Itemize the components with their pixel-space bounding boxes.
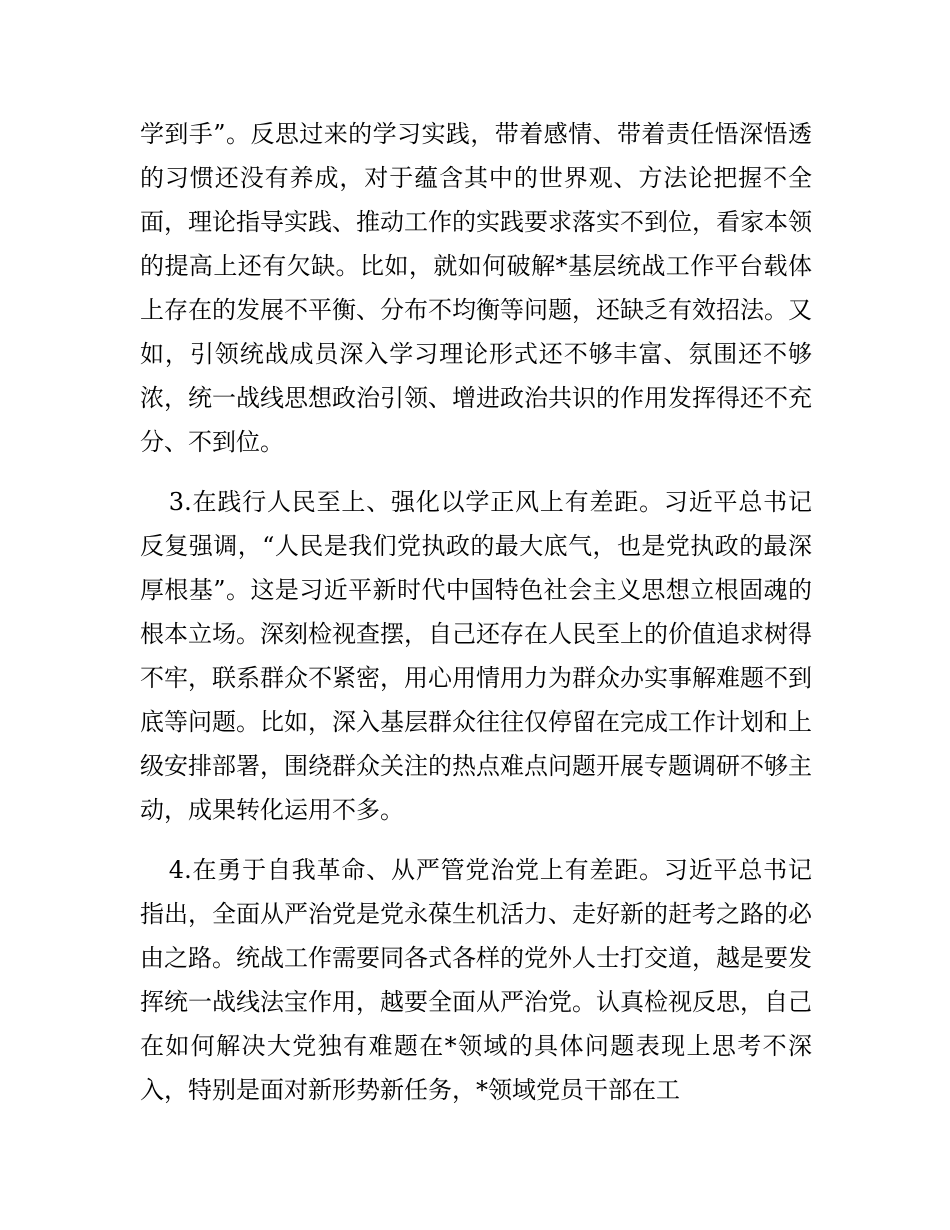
paragraph-continuation: 学到手”。反思过来的学习实践，带着感情、带着责任悟深悟透的习惯还没有养成，对于蕴含其中的世界观、方法论把握不全面，理论指导实践、推动工作的实践要求落实不到位，看家本领的提高上还有欠缺。比如，就如何破解*基层统战工作平台载体上存在的发展不平衡、分布不均衡等问题，还缺乏有效招法。又如，引领统战成员深入学习理论形式还不够丰富、氛围还不够浓，统一战线思想政治引领、增进政治共识的作用发挥得还不充分、不到位。	[140, 120, 812, 456]
paragraph-item-3: 3.在践行人民至上、强化以学正风上有差距。习近平总书记反复强调，“人民是我们党执政的最大底气，也是党执政的最深厚根基”。这是习近平新时代中国特色社会主义思想立根固魂的根本立场。深刻检视查摆，自己还存在人民至上的价值追求树得不牢，联系群众不紧密，用心用情用力为群众办实事解难题不到底等问题。比如，深入基层群众往往仅停留在完成工作计划和上级安排部署，围绕群众关注的热点难点问题开展专题调研不够主动，成果转化运用不多。	[140, 488, 812, 824]
paragraph-item-4: 4.在勇于自我革命、从严管党治党上有差距。习近平总书记指出，全面从严治党是党永葆生机活力、走好新的赶考之路的必由之路。统战工作需要同各式各样的党外人士打交道，越是要发挥统一战线法宝作用，越要全面从严治党。认真检视反思，自己在如何解决大党独有难题在*领域的具体问题表现上思考不深入，特别是面对新形势新任务，*领域党员干部在工	[140, 856, 812, 1104]
document-body	[140, 112, 812, 1128]
